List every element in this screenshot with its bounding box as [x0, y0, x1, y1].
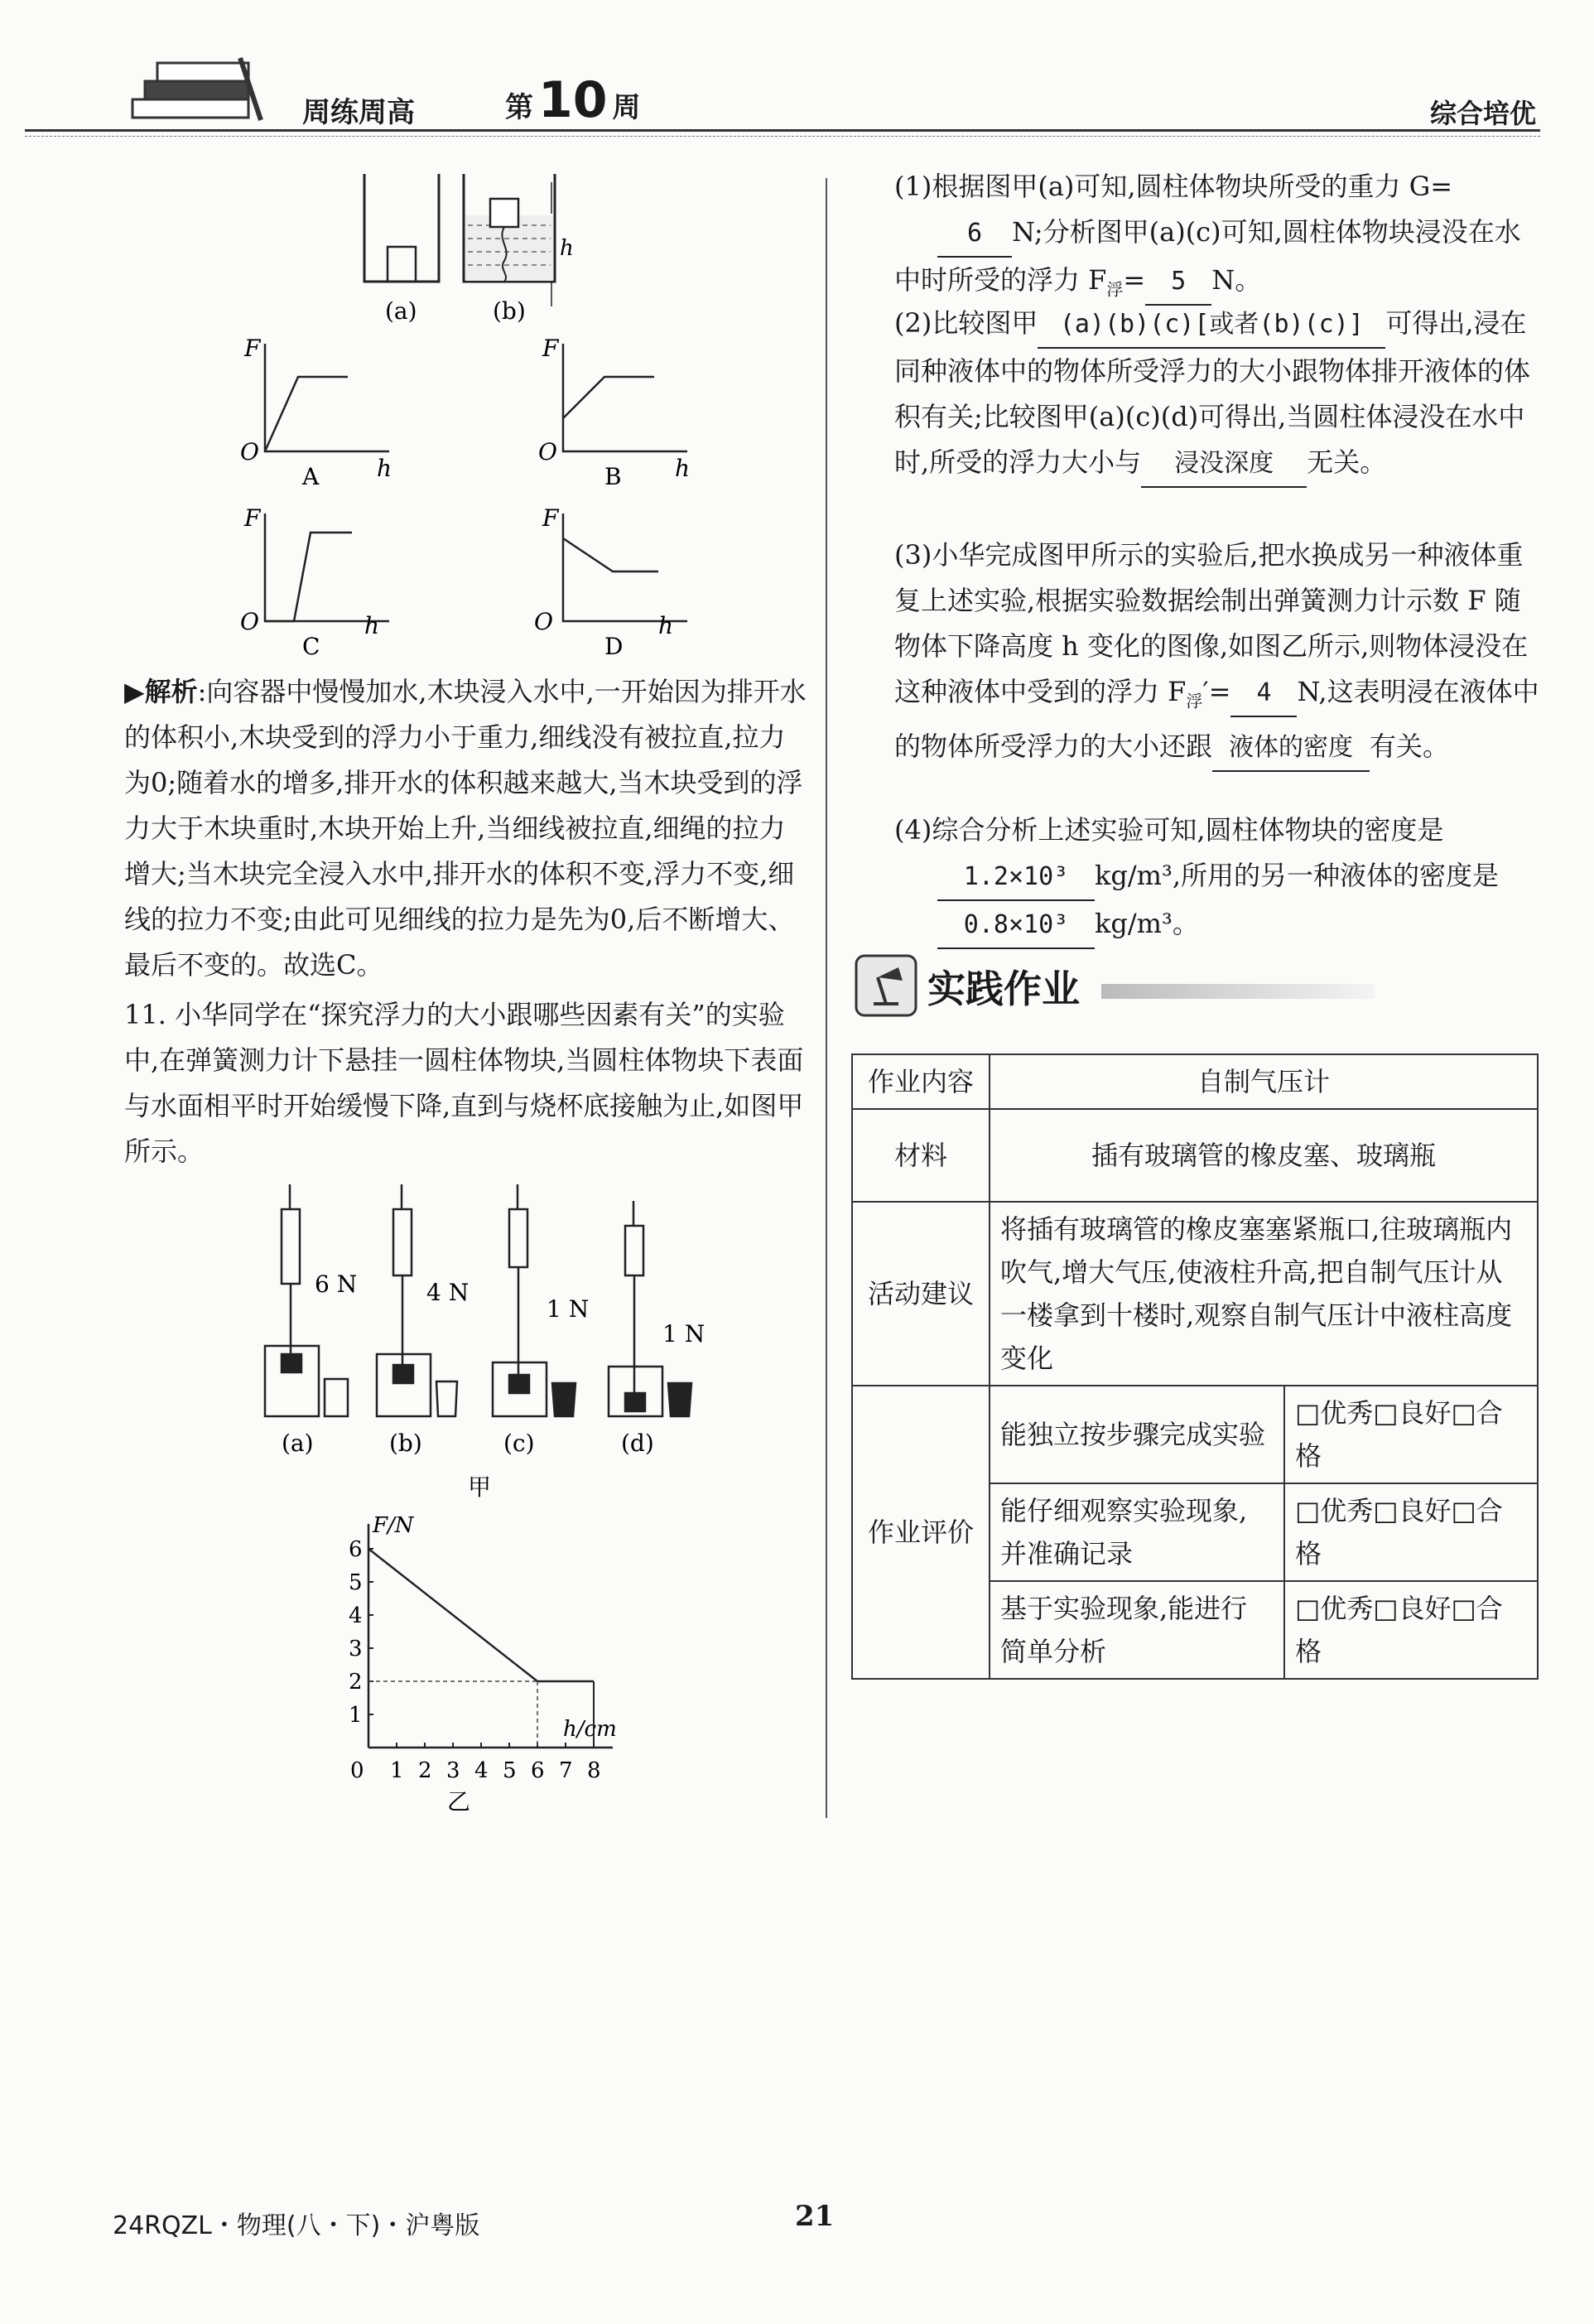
- page-number: 21: [795, 2200, 835, 2233]
- h-label: h: [560, 236, 574, 261]
- q11-p1-a: (1)根据图甲(a)可知,圆柱体物块所受的重力 G=: [894, 171, 1453, 202]
- x-tick-label: 7: [559, 1758, 573, 1783]
- footer-code: 24RQZL・物理(八・下)・沪粤版: [113, 2211, 480, 2240]
- lamp-icon: [853, 952, 919, 1019]
- y-tick-label: 2: [349, 1670, 363, 1695]
- graph-b-origin: O: [538, 438, 557, 465]
- q11-p3-b: ′=: [1202, 676, 1231, 707]
- q11-p1-sub: 浮: [1106, 279, 1124, 300]
- graph-c-label: C: [302, 633, 320, 658]
- books-logo-icon: [116, 50, 282, 133]
- y-tick-label: 6: [349, 1537, 363, 1562]
- eval-options-1[interactable]: □优秀□良好□合格: [1284, 1386, 1538, 1483]
- force-height-chart: [331, 1507, 629, 1822]
- graph-a-f-label: F: [244, 335, 261, 362]
- answer-solid-density: 1.2×10³: [937, 854, 1095, 901]
- container-a-label: (a): [385, 297, 417, 325]
- activity-value: 将插有玻璃管的橡皮塞塞紧瓶口,往玻璃瓶内吹气,增大气压,使液柱升高,把自制气压计从一楼拿到十楼时,观察自制气压计中液柱高度变化: [990, 1202, 1538, 1386]
- head-value: 自制气压计: [990, 1054, 1538, 1109]
- chart-title: 乙: [447, 1788, 471, 1815]
- q11-p4-b: kg/m³,所用的另一种液体的密度是: [1095, 860, 1500, 891]
- answer-weight: 6: [937, 210, 1012, 258]
- spring-b-reading: 4 N: [426, 1279, 470, 1306]
- x-tick-label: 5: [503, 1758, 517, 1783]
- answer-buoyancy-liquid: 4: [1230, 670, 1297, 717]
- eval-criterion-2: 能仔细观察实验现象,并准确记录: [990, 1483, 1284, 1581]
- header-title: 周练周高: [302, 96, 415, 129]
- graph-d-f-label: F: [542, 504, 559, 532]
- analysis-text: :向容器中慢慢加水,木块浸入水中,一开始因为排开水的体积小,木块受到的浮力小于重力,细线没有被拉直,拉力为0;随着水的增多,排开水的体积越来越大,当木块受到的浮力大于木块重时,木块开始上升,当细线被拉直,细绳的拉力增大;当木块完全浸入水中,排开水的体积不变,浮力不变,细线的拉力不变;由此可见细线的拉力是先为0,后不断增大、最后不变的。故选C。: [124, 676, 807, 981]
- x-tick-label: 3: [446, 1758, 460, 1783]
- q11-p2-a: (2)比较图甲: [894, 307, 1038, 339]
- graph-a-label: A: [302, 463, 320, 490]
- eval-criterion-3: 基于实验现象,能进行简单分析: [990, 1581, 1284, 1679]
- y-tick-label: 1: [349, 1703, 363, 1728]
- graph-b-f-label: F: [542, 335, 559, 362]
- column-divider: [826, 178, 827, 1818]
- material-value: 插有玻璃管的橡皮塞、玻璃瓶: [990, 1109, 1538, 1202]
- week-suffix: 周: [612, 91, 641, 124]
- practice-title: 实践作业: [927, 967, 1080, 1011]
- homework-table: [851, 1054, 1539, 1680]
- q11-p4-c: kg/m³。: [1095, 908, 1199, 939]
- container-b-label: (b): [493, 297, 526, 325]
- exp-d-label: (d): [621, 1430, 654, 1457]
- spring-d-reading: 1 N: [662, 1320, 706, 1348]
- header-rule: [25, 129, 1540, 132]
- analysis-label: 解析: [144, 676, 198, 707]
- title-decor-bar: [1101, 984, 1375, 999]
- analysis-paragraph: [124, 669, 807, 988]
- q11-p2-b: 可得出,浸在同种液体中的物体所受浮力的大小跟物体排开液体的体积有关;比较图甲(a)(c)(d)可得出,当圆柱体浸没在水中时,所受的浮力大小与: [894, 307, 1531, 478]
- material-label: 材料: [852, 1109, 990, 1202]
- q11-p1-d: N。: [1211, 264, 1262, 296]
- q11-p1-b: N;分析图甲(a)(c)可知,圆柱体物块浸没在水中时所受的浮力 F: [894, 216, 1521, 296]
- x-tick-label: 1: [390, 1758, 404, 1783]
- exp-b-label: (b): [389, 1430, 422, 1457]
- question-11-text: 11. 小华同学在“探究浮力的大小跟哪些因素有关”的实验中,在弹簧测力计下悬挂一圆柱体物块,当圆柱体物块下表面与水面相平时开始缓慢下降,直到与烧杯底接触为止,如图甲所示。: [124, 999, 804, 1167]
- x-tick-label: 8: [587, 1758, 601, 1783]
- activity-label: 活动建议: [852, 1202, 990, 1386]
- q11-p2-c: 无关。: [1307, 446, 1387, 478]
- y-tick-label: 4: [349, 1603, 363, 1628]
- y-tick-label: 5: [349, 1570, 363, 1595]
- q11-part1: [894, 164, 1540, 312]
- q11-part2: [894, 301, 1540, 488]
- eval-options-2[interactable]: □优秀□良好□合格: [1284, 1483, 1538, 1581]
- x-tick-label: 2: [418, 1758, 432, 1783]
- q11-p3-sub: 浮: [1186, 691, 1203, 711]
- week-prefix: 第: [505, 91, 533, 124]
- chart-ylabel: F/N: [373, 1513, 414, 1538]
- eval-options-3[interactable]: □优秀□良好□合格: [1284, 1581, 1538, 1679]
- x-tick-label: 6: [531, 1758, 545, 1783]
- graph-a-h-label: h: [377, 455, 392, 482]
- series-line: [368, 1549, 594, 1681]
- q11-p3-a: (3)小华完成图甲所示的实验后,把水换成另一种液体重复上述实验,根据实验数据绘制出弹簧测力计示数 F 随物体下降高度 h 变化的图像,如图乙所示,则物体浸没在这种液体中受到的浮力 F: [894, 539, 1529, 707]
- container-figure: [348, 166, 596, 331]
- figure-jia-caption: 甲: [468, 1473, 492, 1501]
- header-week: [505, 71, 641, 129]
- eval-criterion-1: 能独立按步骤完成实验: [990, 1386, 1284, 1483]
- answer-depth: 浸没深度: [1141, 441, 1307, 488]
- graph-c-f-label: F: [244, 504, 261, 532]
- q11-p1-c: =: [1123, 264, 1146, 296]
- q11-p3-c: N,这表明浸在液体中的物体所受浮力的大小还跟: [894, 676, 1539, 763]
- option-graphs: [240, 335, 704, 658]
- head-label: 作业内容: [852, 1054, 990, 1109]
- graph-c-h-label: h: [364, 612, 380, 639]
- x-tick-label: 0: [350, 1758, 364, 1783]
- answer-liquid-density: 0.8×10³: [937, 902, 1095, 949]
- graph-b-label: B: [604, 463, 622, 490]
- x-tick-label: 4: [474, 1758, 489, 1783]
- graph-a-origin: O: [240, 438, 259, 465]
- q11-part4: [894, 808, 1540, 949]
- header-section: 综合培优: [1429, 98, 1536, 129]
- graph-d-origin: O: [534, 608, 553, 635]
- exp-a-label: (a): [282, 1430, 314, 1457]
- q11-part3: [894, 533, 1540, 772]
- graph-d-label: D: [604, 633, 624, 658]
- week-number: 10: [538, 71, 608, 129]
- chart-xlabel: h/cm: [563, 1717, 617, 1742]
- graph-c-origin: O: [240, 608, 259, 635]
- spring-c-reading: 1 N: [547, 1295, 590, 1323]
- q11-p3-d: 有关。: [1370, 730, 1450, 763]
- eval-label: 作业评价: [852, 1386, 990, 1679]
- graph-b-h-label: h: [675, 455, 691, 482]
- experiment-figure: [257, 1176, 720, 1516]
- exp-c-label: (c): [503, 1430, 535, 1457]
- q11-p4-a: (4)综合分析上述实验可知,圆柱体物块的密度是: [894, 814, 1444, 846]
- graph-d-h-label: h: [658, 612, 674, 639]
- answer-density-factor: 液体的密度: [1212, 725, 1370, 772]
- spring-a-reading: 6 N: [315, 1270, 358, 1298]
- header-rule-dashed: [25, 136, 1540, 137]
- answer-buoyancy: 5: [1145, 258, 1211, 306]
- y-tick-label: 3: [349, 1637, 363, 1661]
- analysis-icon: ▶: [124, 676, 145, 707]
- answer-compare-figures: (a)(b)(c)[或者(b)(c)]: [1038, 301, 1385, 349]
